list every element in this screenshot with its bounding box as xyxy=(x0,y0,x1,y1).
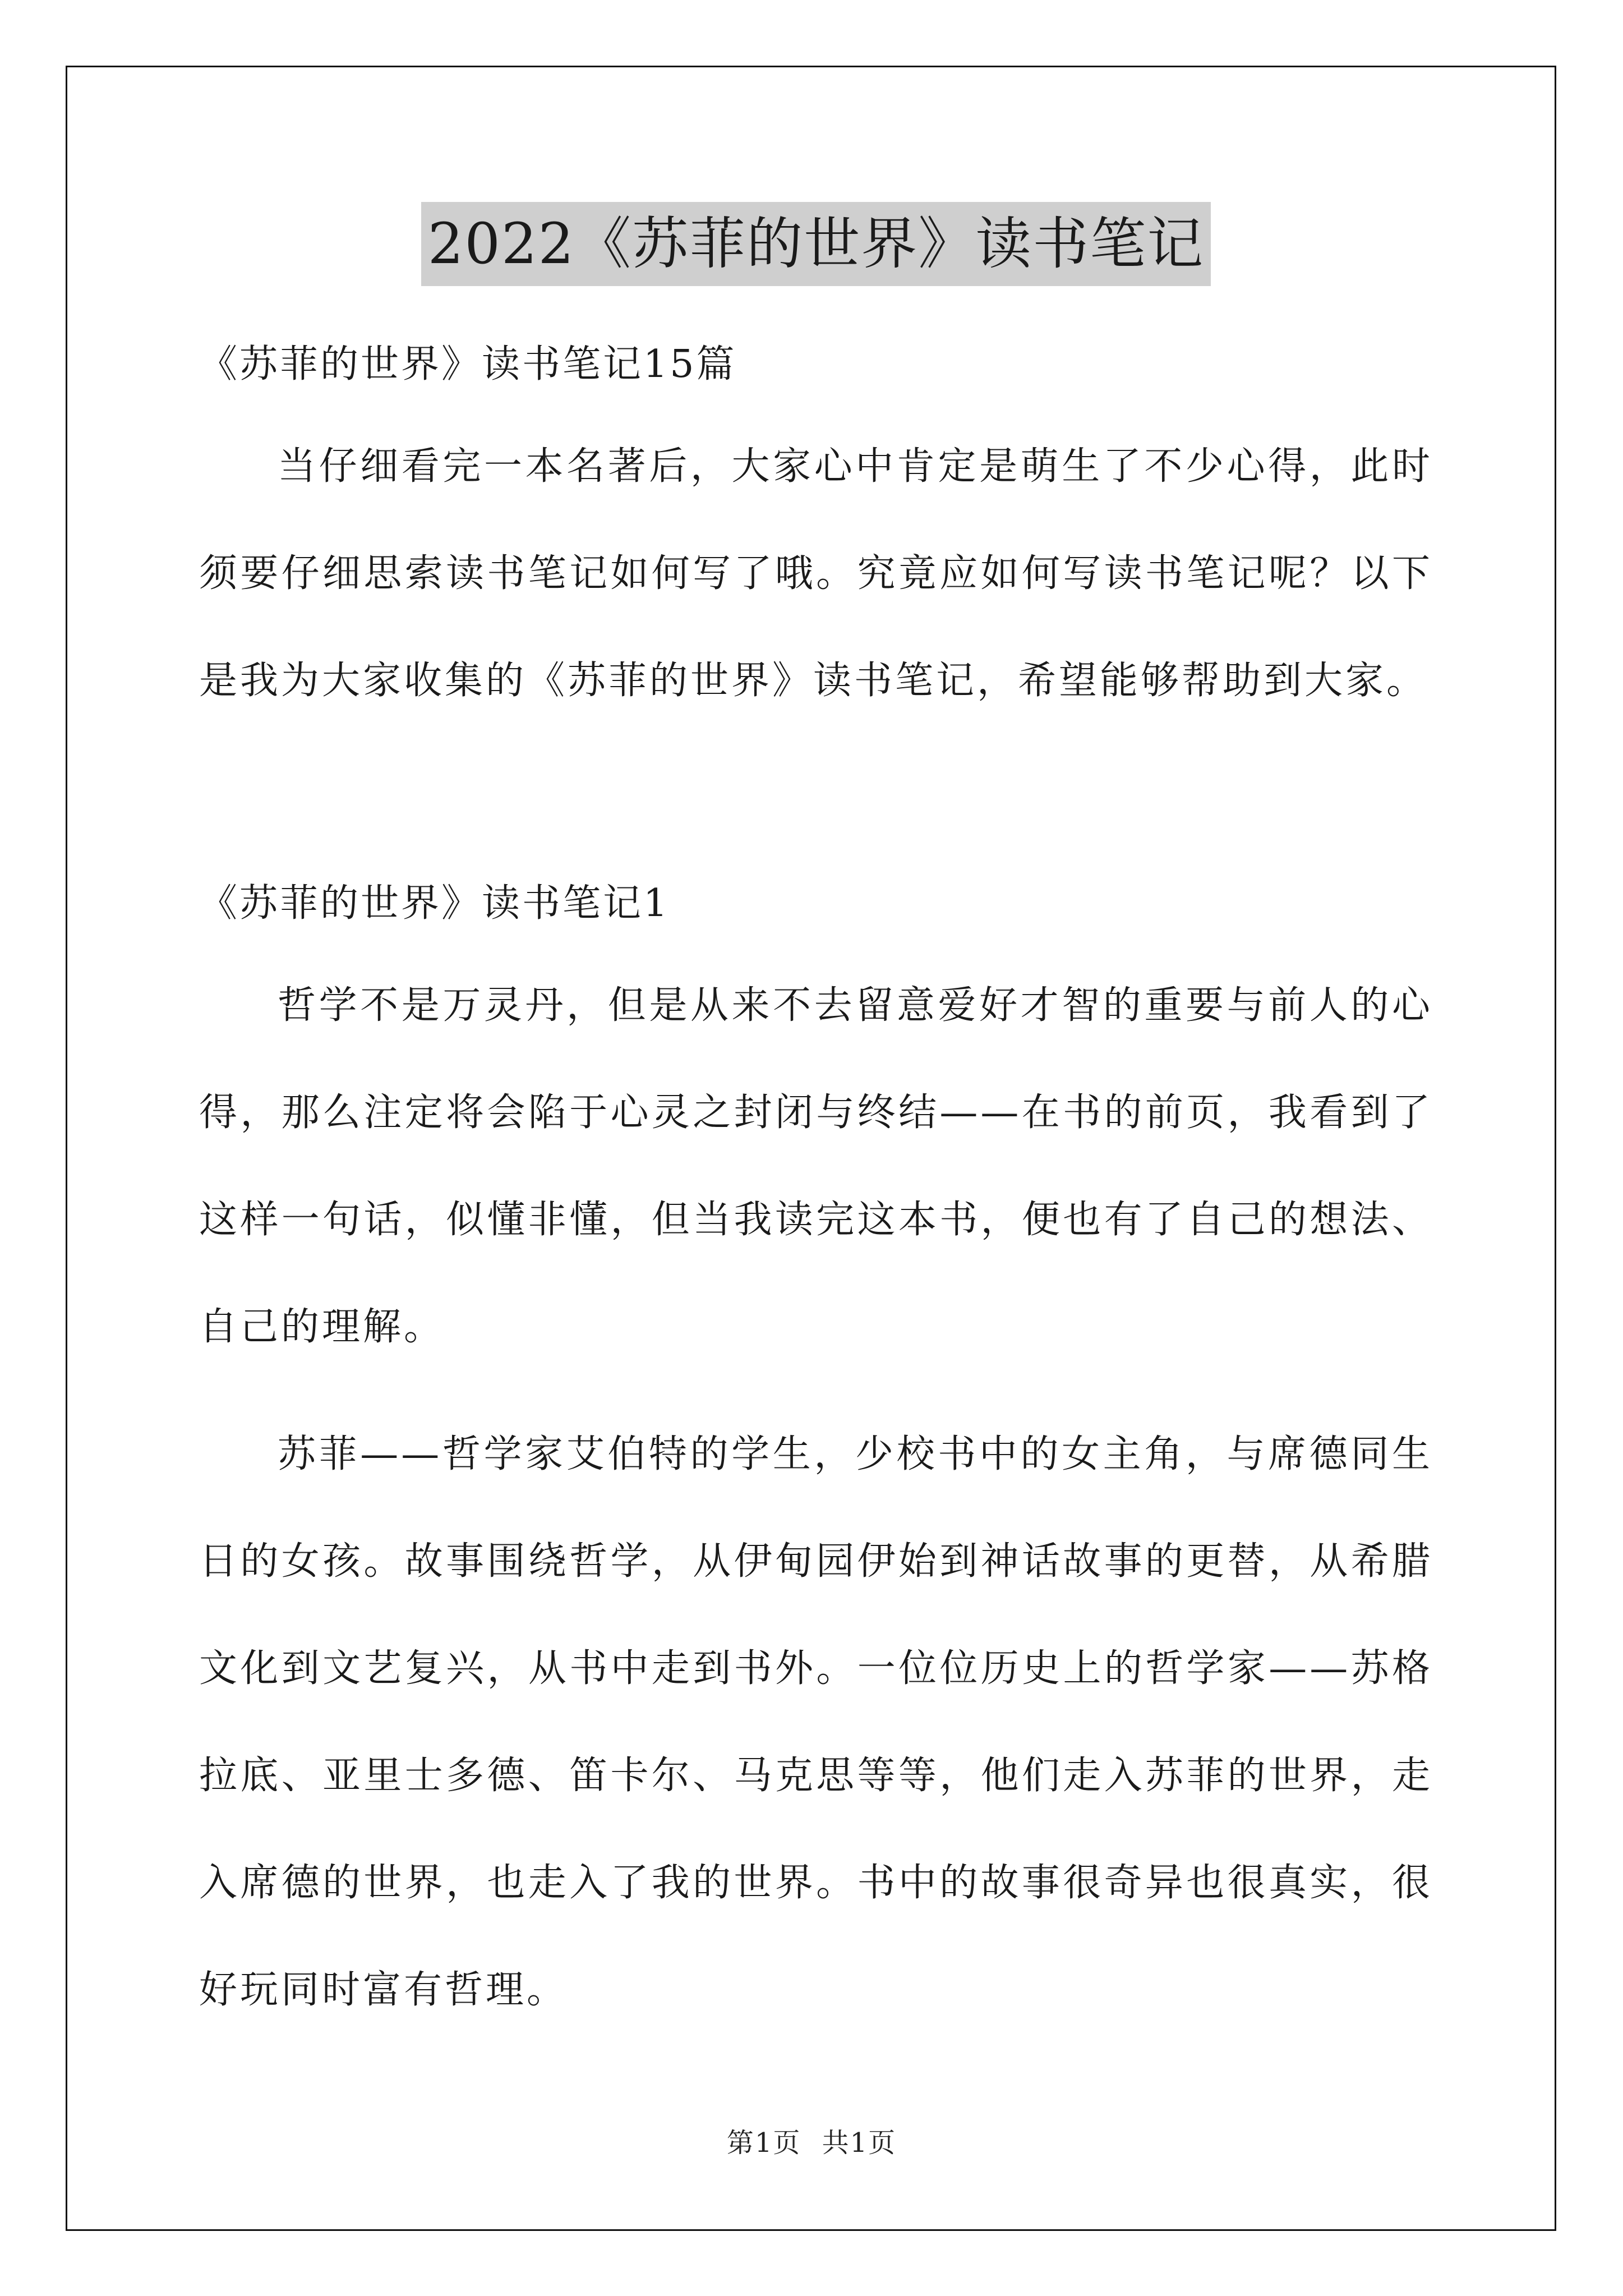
document-body xyxy=(199,191,1433,2044)
document-title: 2022《苏菲的世界》读书笔记 xyxy=(421,202,1211,286)
page-total: 共1页 xyxy=(822,2127,897,2159)
section-paragraph: 哲学不是万灵丹，但是从来不去留意爱好才智的重要与前人的心得，那么注定将会陷于心灵之封闭与终结——在书的前页，我看到了这样一句话，似懂非懂，但当我读完这本书，便也有了自己的想法、自己的理解。 xyxy=(199,983,1433,1349)
title-container xyxy=(199,202,1433,286)
page-number: 第1页 xyxy=(726,2127,801,2159)
intro-paragraph: 当仔细看完一本名著后，大家心中肯定是萌生了不少心得，此时须要仔细思索读书笔记如何写了哦。究竟应如何写读书笔记呢？以下是我为大家收集的《苏菲的世界》读书笔记，希望能够帮助到大家。 xyxy=(199,444,1433,703)
section-heading: 《苏菲的世界》读书笔记1 xyxy=(199,881,670,926)
page-footer xyxy=(0,2126,1623,2160)
section-paragraph: 苏菲——哲学家艾伯特的学生，少校书中的女主角，与席德同生日的女孩。故事围绕哲学，从伊甸园伊始到神话故事的更替，从希腊文化到文艺复兴，从书中走到书外。一位位历史上的哲学家——苏格拉底、亚里士多德、笛卡尔、马克思等等，他们走入苏菲的世界，走入席德的世界，也走入了我的世界。书中的故事很奇异也很真实，很好玩同时富有哲理。 xyxy=(199,1432,1433,2012)
document-subtitle: 《苏菲的世界》读书笔记15篇 xyxy=(199,342,737,386)
